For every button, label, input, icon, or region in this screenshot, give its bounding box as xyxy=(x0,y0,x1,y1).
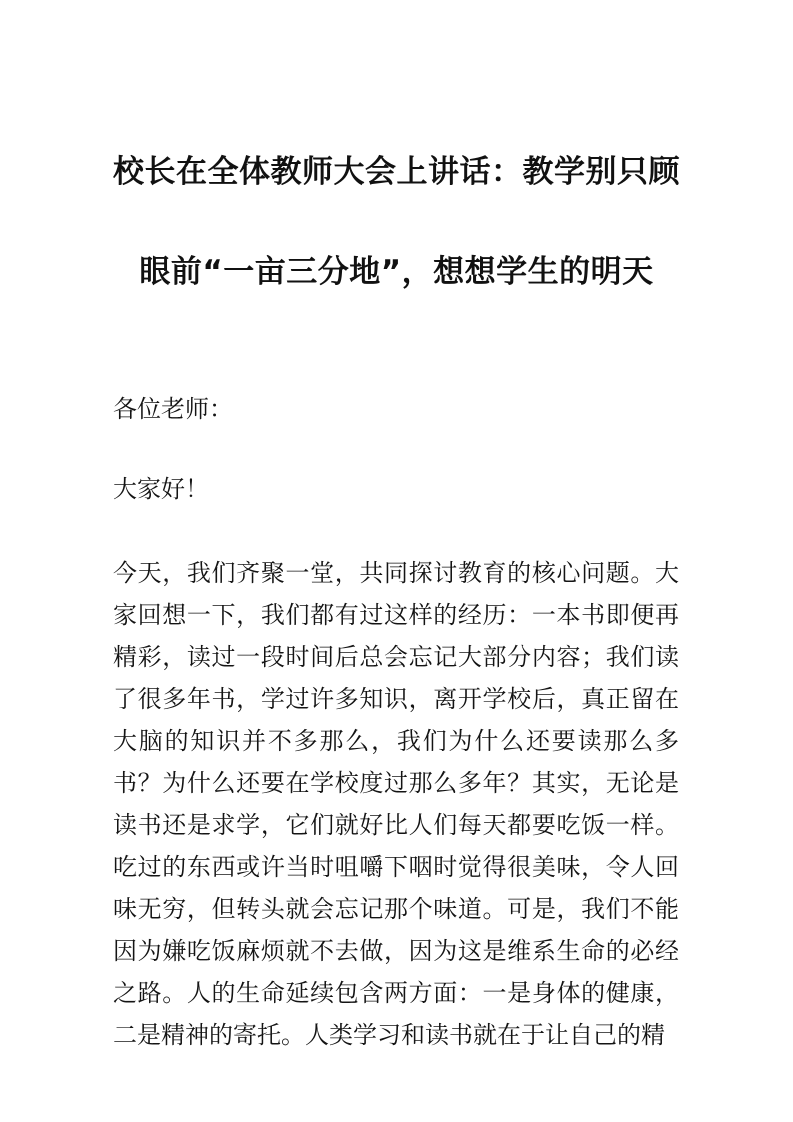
body-paragraph-1: 今天，我们齐聚一堂，共同探讨教育的核心问题。大家回想一下，我们都有过这样的经历：一本书即便再精彩，读过一段时间后总会忘记大部分内容；我们读了很多年书，学过许多知识，离开学校后，真正留在大脑的知识并不多那么，我们为什么还要读那么多书？为什么还要在学校度过那么多年？其实，无论是读书还是求学，它们就好比人们每天都要吃饭一样。吃过的东西或许当时咀嚼下咽时觉得很美味，令人回味无穷，但转头就会忘记那个味道。可是，我们不能因为嫌吃饭麻烦就不去做，因为这是维系生命的必经之路。人的生命延续包含两方面：一是身体的健康，二是精神的寄托。人类学习和读书就在于让自己的精 xyxy=(113,559,679,1049)
document-body xyxy=(113,552,679,1056)
salutation-hello: 大家好！ xyxy=(113,475,209,503)
salutation-greeting: 各位老师： xyxy=(113,395,233,423)
title-line-2: 眼前“一亩三分地”，想想学生的明天 xyxy=(139,254,654,290)
salutation-block xyxy=(113,392,679,506)
title-line-1: 校长在全体教师大会上讲话：教学别只顾 xyxy=(113,154,680,190)
document-title xyxy=(0,122,793,322)
